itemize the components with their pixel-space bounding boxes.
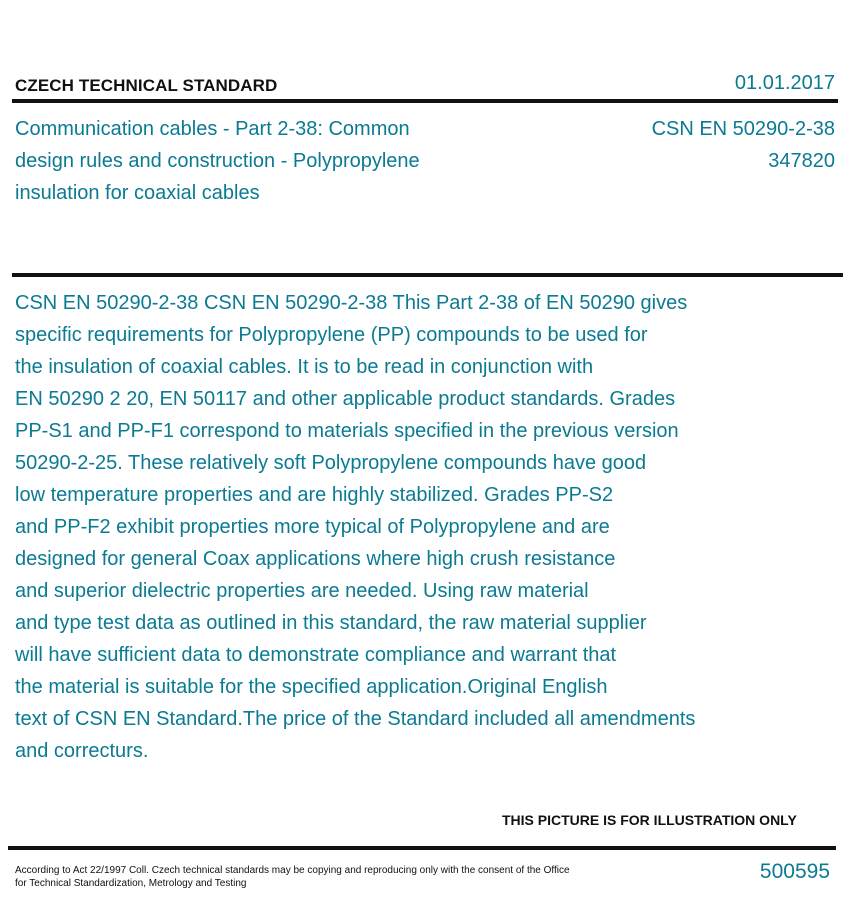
standard-number: CSN EN 50290-2-38 — [651, 118, 835, 140]
abstract-line: EN 50290 2 20, EN 50117 and other applicable product standards. Grades — [15, 388, 676, 410]
abstract-line: and superior dielectric properties are needed. Using raw material — [15, 580, 589, 602]
abstract-line: specific requirements for Polypropylene (PP) compounds to be used for — [15, 324, 648, 346]
abstract-line: 50290-2-25. These relatively soft Polypropylene compounds have good — [15, 452, 647, 474]
abstract-line: and correcturs. — [15, 740, 149, 762]
abstract-line: text of CSN EN Standard.The price of the Standard included all amendments — [15, 708, 696, 730]
document-id: 500595 — [759, 860, 830, 883]
abstract-text — [15, 287, 795, 767]
header-label: CZECH TECHNICAL STANDARD — [15, 76, 278, 95]
abstract-line: and type test data as outlined in this standard, the raw material supplier — [15, 612, 647, 634]
footer-divider — [8, 846, 836, 850]
legal-line: According to Act 22/1997 Coll. Czech technical standards may be copying and reproducing only with the consent of the Office — [15, 865, 570, 876]
legal-notice — [15, 864, 570, 890]
legal-line: for Technical Standardization, Metrology and Testing — [15, 878, 247, 889]
document-title — [15, 113, 485, 209]
title-line: design rules and construction - Polypropylene — [15, 150, 420, 172]
title-line: Communication cables - Part 2-38: Common — [15, 118, 410, 140]
abstract-line: low temperature properties and are highly stabilized. Grades PP-S2 — [15, 484, 614, 506]
illustration-note: THIS PICTURE IS FOR ILLUSTRATION ONLY — [502, 812, 797, 828]
title-line: insulation for coaxial cables — [15, 182, 260, 204]
abstract-line: the material is suitable for the specified application.Original English — [15, 676, 608, 698]
abstract-line: CSN EN 50290-2-38 CSN EN 50290-2-38 This Part 2-38 of EN 50290 gives — [15, 292, 688, 314]
header-divider — [12, 99, 838, 103]
abstract-line: and PP-F2 exhibit properties more typical of Polypropylene and are — [15, 516, 610, 538]
abstract-line: the insulation of coaxial cables. It is to be read in conjunction with — [15, 356, 594, 378]
standard-codes — [652, 113, 835, 177]
abstract-line: will have sufficient data to demonstrate compliance and warrant that — [15, 644, 617, 666]
abstract-line: PP-S1 and PP-F1 correspond to materials specified in the previous version — [15, 420, 679, 442]
classification-code: 347820 — [768, 150, 835, 172]
title-divider — [12, 273, 843, 277]
publication-date: 01.01.2017 — [734, 72, 835, 94]
abstract-line: designed for general Coax applications where high crush resistance — [15, 548, 616, 570]
